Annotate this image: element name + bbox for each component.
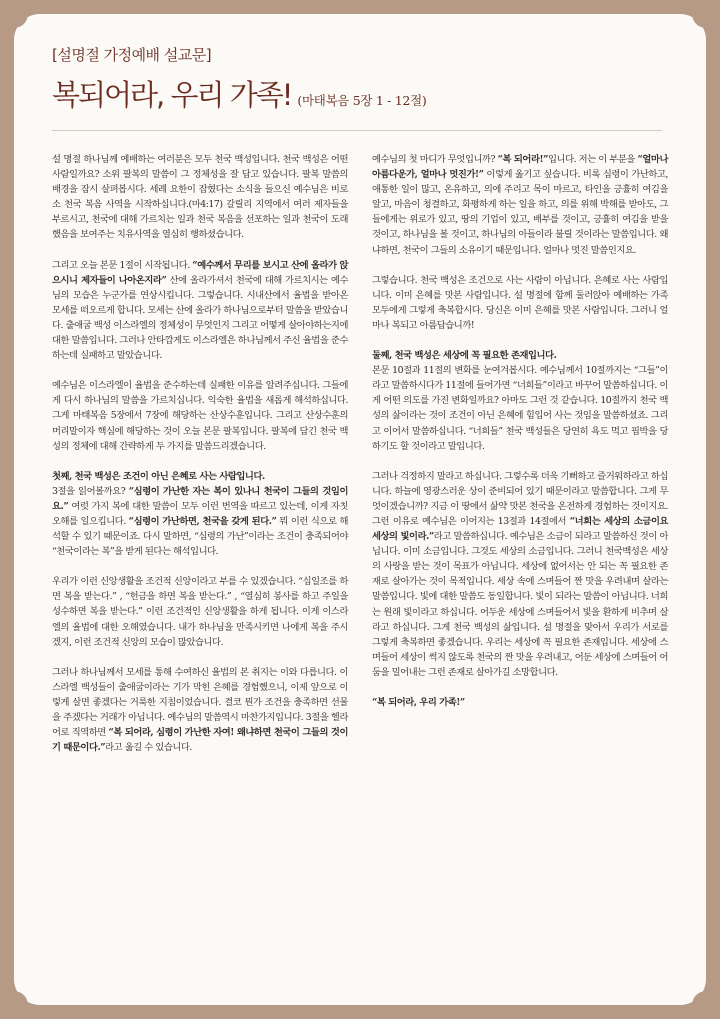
quote-emphasis: “너희는 세상의 소금이요 세상의 빛이라.” [372,515,669,543]
paragraph: 그러나 하나님께서 모세를 통해 수여하신 율법의 본 취지는 이와 다릅니다. 이스라엘 백성들이 출애굽이라는 기가 막힌 은혜를 경험했으니, 이제 앞으로 이렇게 살면 좋겠다는 거룩한 지침이었습니다. 결코 뭔가 조건을 충족하면 선물을 주겠다는 거래가 아닙니다. 예수님의 말씀역시 마찬가지입니다. 3절을 헬라어로 직역하면 “복 되어라, 심령이 가난한 자여! 왜냐하면 천국이 그들의 것이기 때문이다.”라고 옮길 수 있습니다. [52,666,348,754]
header-divider [52,130,662,131]
sermon-title: 복되어라, 우리 가족! [52,78,292,112]
closing-blessing: “복 되어라, 우리 가족!” [372,697,465,708]
paragraph: 예수님의 첫 마디가 무엇입니까? “복 되어라!”입니다. 저는 이 부분을 “얼마나 아름다운가, 얼마나 멋진가!” 이렇게 옮기고 싶습니다. 비록 심령이 가난하고, 애통한 일이 많고, 온유하고, 의에 주리고 목이 마르고, 타인을 긍휼히 여김을 알고, 마음이 청결하고, 화평하게 하는 일을 하고, 의를 위해 박해를 받아도, 그들에게는 위로가 있고, 땅의 기업이 있고, 배부를 것이고, 긍휼히 여김을 받을 것이고, 하나님을 볼 것이고, 하나님의 아들이라 불릴 것이라는 말씀입니다. 왜냐하면, 천국이 그들의 소유이기 때문입니다. 얼마나 멋진 말씀인지요. [372,154,668,256]
quote-emphasis: “복 되어라!” [497,154,549,165]
quote-emphasis: “복 되어라, 심령이 가난한 자여! 왜냐하면 천국이 그들의 것이기 때문이다.” [52,727,348,754]
sheet-corner-cutout [692,0,720,28]
quote-emphasis: “심령이 가난한 자는 복이 있나니 천국이 그들의 것임이요.” [52,485,348,512]
sheet-corner-cutout [692,991,720,1019]
paragraph: 3절을 읽어볼까요? “심령이 가난한 자는 복이 있나니 천국이 그들의 것임이요.” 여럿 가지 복에 대한 말씀이 모두 이런 번역을 따르고 있는데, 이게 자칫 오해를 일으킵니다. “심령이 가난하면, 천국을 갖게 된다.” 뭐 이런 식으로 해석할 수 있기 때문이죠. 다시 말하면, “심령의 가난”이라는 조건이 충족되어야 “천국이라는 복”을 받게 된다는 해석입니다. [52,485,348,558]
paragraph: 그렇습니다. 천국 백성은 조건으로 사는 사람이 아닙니다. 은혜로 사는 사람입니다. 이미 은혜를 맛본 사람입니다. 설 명절에 함께 둘러앉아 예배하는 가족 모두에게 그렇게 축복합시다. 당신은 이미 은혜를 맛본 사람입니다. 그러니 얼마나 복되고 아름답습니까! [372,274,668,331]
paragraph: 우리가 이런 신앙생활을 조건적 신앙이라고 부를 수 있겠습니다. “십일조를 하면 복을 받는다.” , “헌금을 하면 복을 받는다.” , “열심히 봉사를 하고 주일을 성수하면 복을 받는다.” 이런 조건적인 신앙생활을 하게 됩니다. 이게 이스라엘의 율법에 대한 오해였습니다. 내가 하나님을 만족시키면 나에게 복을 주시겠지, 이런 조건적 신앙의 모습이 많았습니다. [52,576,348,648]
section-heading-first: 첫째, 천국 백성은 조건이 아닌 은혜로 사는 사람입니다. [52,470,265,482]
title-row [52,73,652,114]
section-heading-second: 둘째, 천국 백성은 세상에 꼭 필요한 존재입니다. [372,350,557,362]
right-column [372,152,668,710]
sheet-corner-cutout [0,0,28,28]
quote-emphasis: “심령이 가난하면, 천국을 갖게 된다.” [128,515,277,527]
paragraph: 그리고 오늘 본문 1절이 시작됩니다. “예수께서 무리를 보시고 산에 올라가 앉으시니 제자들이 나아온지라” 산에 올라가셔서 천국에 대해 가르치시는 예수님의 모습은 누군가를 연상시킵니다. 그렇습니다. 시내산에서 율법을 받아온 모세를 떠오르게 합니다. 모세는 산에 올라가 하나님으로부터 말씀을 받았습니다. 출애굽 백성 이스라엘의 정체성이 무엇인지 그리고 어떻게 살아야하는지에 대한 말씀입니다. 그러나 안타깝게도 이스라엘은 하나님께서 주신 율법을 준수하는데 실패하고 말았습니다. [52,259,348,362]
paragraph: 본문 10절과 11절의 변화를 눈여겨봅시다. 예수님께서 10절까지는 “그들”이라고 말씀하시다가 11절에 들어가면 “너희들”이라고 바꾸어 말씀하십니다. 이게 어떤 의도를 가진 변화일까요? 아마도 그런 것 같습니다. 10절까지 천국 백성의 삶이라는 것이 조건이 아닌 은혜에 힘입어 사는 것임을 말씀하셨죠. 그리고 이어서 말씀하십니다. “너희들” 천국 백성들은 당연히 욕도 먹고 핍박을 당하기도 할 것이라고 말입니다. [372,365,668,452]
paragraph: 설 명절 하나님께 예배하는 여러분은 모두 천국 백성입니다. 천국 백성은 어떤 사람일까요? 소위 팔복의 말씀이 그 정체성을 잘 답고 있습니다. 팔복 말씀의 배경을 잠시 살펴봅시다. 세례 요한이 잡혔다는 소식을 들으신 예수님은 비로소 천국 복음 사역을 시작하십니다.(마4:17) 갈릴리 지역에서 여러 제자들을 부르시고, 천국에 대해 가르치는 일과 천국 복음을 선포하는 일과 천국이 도래했음을 보여주는 치유사역을 열심히 행하셨습니다. [52,154,348,241]
quote-emphasis: “예수께서 무리를 보시고 산에 올라가 앉으시니 제자들이 나아온지라” [52,259,348,286]
sheet-corner-cutout [0,991,28,1019]
paragraph: 예수님은 이스라엘이 율법을 준수하는데 실패한 이유를 알려주십니다. 그들에게 다시 하나님의 말씀을 가르치십니다. 익숙한 율법을 새롭게 해석하십니다. 그게 마태복음 5장에서 7장에 해당하는 산상수훈입니다. 그리고 산상수훈의 머리말이자 핵심에 해당하는 것이 오늘 본문 팔복입니다. 팔복에 담긴 천국 백성의 정체에 대해 간략하게 두 가지를 말씀드리겠습니다. [52,380,348,452]
sermon-header [52,44,652,114]
scripture-reference: (마태복음 5장 1 - 12절) [297,93,427,108]
left-column [52,152,348,770]
paragraph: 그러나 걱정하지 말라고 하십니다. 그렇수록 더욱 기뻐하고 즐거워하라고 하십니다. 하늘에 영광스러운 상이 준비되어 있기 때문이라고 말씀합니다. 그게 무엇이겠습니까? 지금 이 땅에서 삶약 맛본 천국을 온전하게 경험하는 것이지요. 그런 이유로 예수님은 이어지는 13절과 14절에서 “너희는 세상의 소금이요 세상의 빛이라.”라고 말씀하십니다. 예수님은 소금이 되라고 말씀하신 것이 아닙니다. 이미 소금입니다. 그것도 세상의 소금입니다. 그러니 천국백성은 세상의 사랑을 받는 것이 목표가 아닙니다. 세상에 없어서는 안 되는 꼭 필요한 존재로 살아가는 것이 목적입니다. 세상 속에 스며들어 짠 맛을 우려내며 살라는 말씀입니다. 빛에 대한 말씀도 동일합니다. 빛이 되라는 말씀이 아닙니다. 너희는 원래 빛이라고 하십니다. 어두운 세상에 스며들어서 빛을 환하게 비추며 살라고 하십니다. 그게 천국 백성의 삶입니다. 설 명절을 맞아서 우리가 서로를 그렇게 축복하면 좋겠습니다. 우리는 세상에 꼭 필요한 존재입니다. 세상에 스며들어 세상이 썩지 않도록 천국의 짠 맛을 우려내고, 어둔 세상에 스며들어 어둠을 밀어내는 그런 존재로 살아가길 소망합니다. [372,470,669,678]
quote-emphasis: “얼마나 아름다운가, 얼마나 멋진가!” [372,154,668,181]
sermon-kicker: [설명절 가정예배 설교문] [52,46,212,64]
